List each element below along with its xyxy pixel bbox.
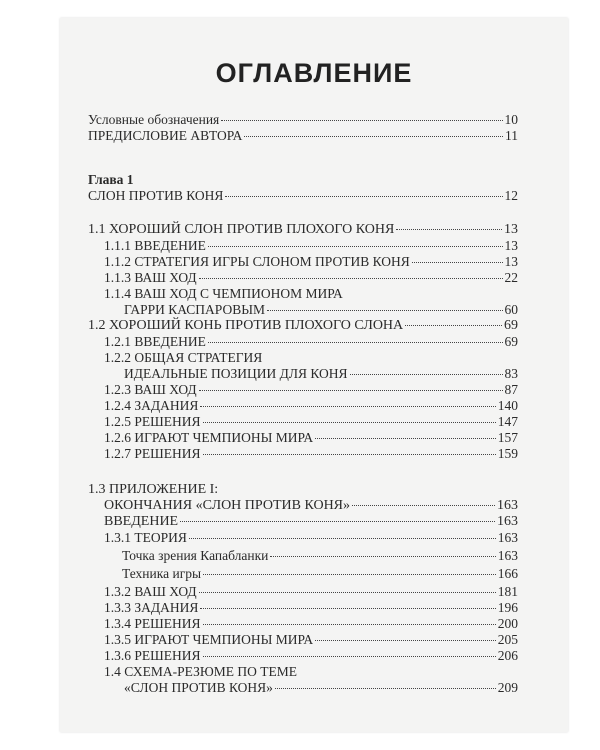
- toc-entry: «СЛОН ПРОТИВ КОНЯ» 209: [124, 680, 518, 695]
- toc-entry: 1.1.4 ВАШ ХОД С ЧЕМПИОНОМ МИРА: [104, 286, 343, 301]
- toc-entry: 1.1.1 ВВЕДЕНИЕ 13: [104, 238, 518, 253]
- toc-entry: 1.3.3 ЗАДАНИЯ 196: [104, 600, 518, 615]
- book-page: [60, 18, 568, 732]
- toc-entry: ГАРРИ КАСПАРОВЫМ 60: [124, 302, 518, 317]
- toc-entry: 1.2.4 ЗАДАНИЯ 140: [104, 398, 518, 413]
- toc-entry: 1.1.3 ВАШ ХОД 22: [104, 270, 518, 285]
- toc-entry: 1.3.6 РЕШЕНИЯ 206: [104, 648, 518, 663]
- toc-entry: 1.2.7 РЕШЕНИЯ 159: [104, 446, 518, 461]
- toc-entry: Точка зрения Капабланки 163: [122, 548, 518, 563]
- chapter-label: Глава 1: [88, 172, 134, 187]
- toc-entry: 1.3.2 ВАШ ХОД 181: [104, 584, 518, 599]
- toc-entry: Условные обозначения 10: [88, 112, 518, 127]
- page-title: ОГЛАВЛЕНИЕ: [215, 58, 413, 88]
- toc-entry: 1.2.1 ВВЕДЕНИЕ 69: [104, 334, 518, 349]
- toc-entry: 1.1.2 СТРАТЕГИЯ ИГРЫ СЛОНОМ ПРОТИВ КОНЯ 13: [104, 254, 518, 269]
- toc-entry: 1.2.2 ОБЩАЯ СТРАТЕГИЯ: [104, 350, 263, 365]
- toc-section-entry: 1.3 ПРИЛОЖЕНИЕ I:: [88, 482, 219, 497]
- toc-entry: 1.2.3 ВАШ ХОД 87: [104, 382, 518, 397]
- chapter-title-entry: СЛОН ПРОТИВ КОНЯ 12: [88, 188, 518, 203]
- toc-entry: Техника игры 166: [122, 566, 518, 581]
- toc-entry: 1.3.5 ИГРАЮТ ЧЕМПИОНЫ МИРА 205: [104, 632, 518, 647]
- toc-entry: 1.3.4 РЕШЕНИЯ 200: [104, 616, 518, 631]
- toc-entry: 1.4 СХЕМА-РЕЗЮМЕ ПО ТЕМЕ: [104, 664, 297, 679]
- toc-entry: 1.2.6 ИГРАЮТ ЧЕМПИОНЫ МИРА 157: [104, 430, 518, 445]
- toc-section-entry: 1.2 ХОРОШИЙ КОНЬ ПРОТИВ ПЛОХОГО СЛОНА 69: [88, 318, 518, 333]
- toc-entry: ВВЕДЕНИЕ 163: [104, 514, 518, 529]
- toc-entry: 1.2.5 РЕШЕНИЯ 147: [104, 414, 518, 429]
- toc-entry: 1.3.1 ТЕОРИЯ 163: [104, 530, 518, 545]
- toc-entry: ОКОНЧАНИЯ «СЛОН ПРОТИВ КОНЯ» 163: [104, 498, 518, 513]
- toc-entry: ИДЕАЛЬНЫЕ ПОЗИЦИИ ДЛЯ КОНЯ 83: [124, 366, 518, 381]
- toc-section-entry: 1.1 ХОРОШИЙ СЛОН ПРОТИВ ПЛОХОГО КОНЯ 13: [88, 222, 518, 237]
- toc-entry: ПРЕДИСЛОВИЕ АВТОРА 11: [88, 128, 518, 143]
